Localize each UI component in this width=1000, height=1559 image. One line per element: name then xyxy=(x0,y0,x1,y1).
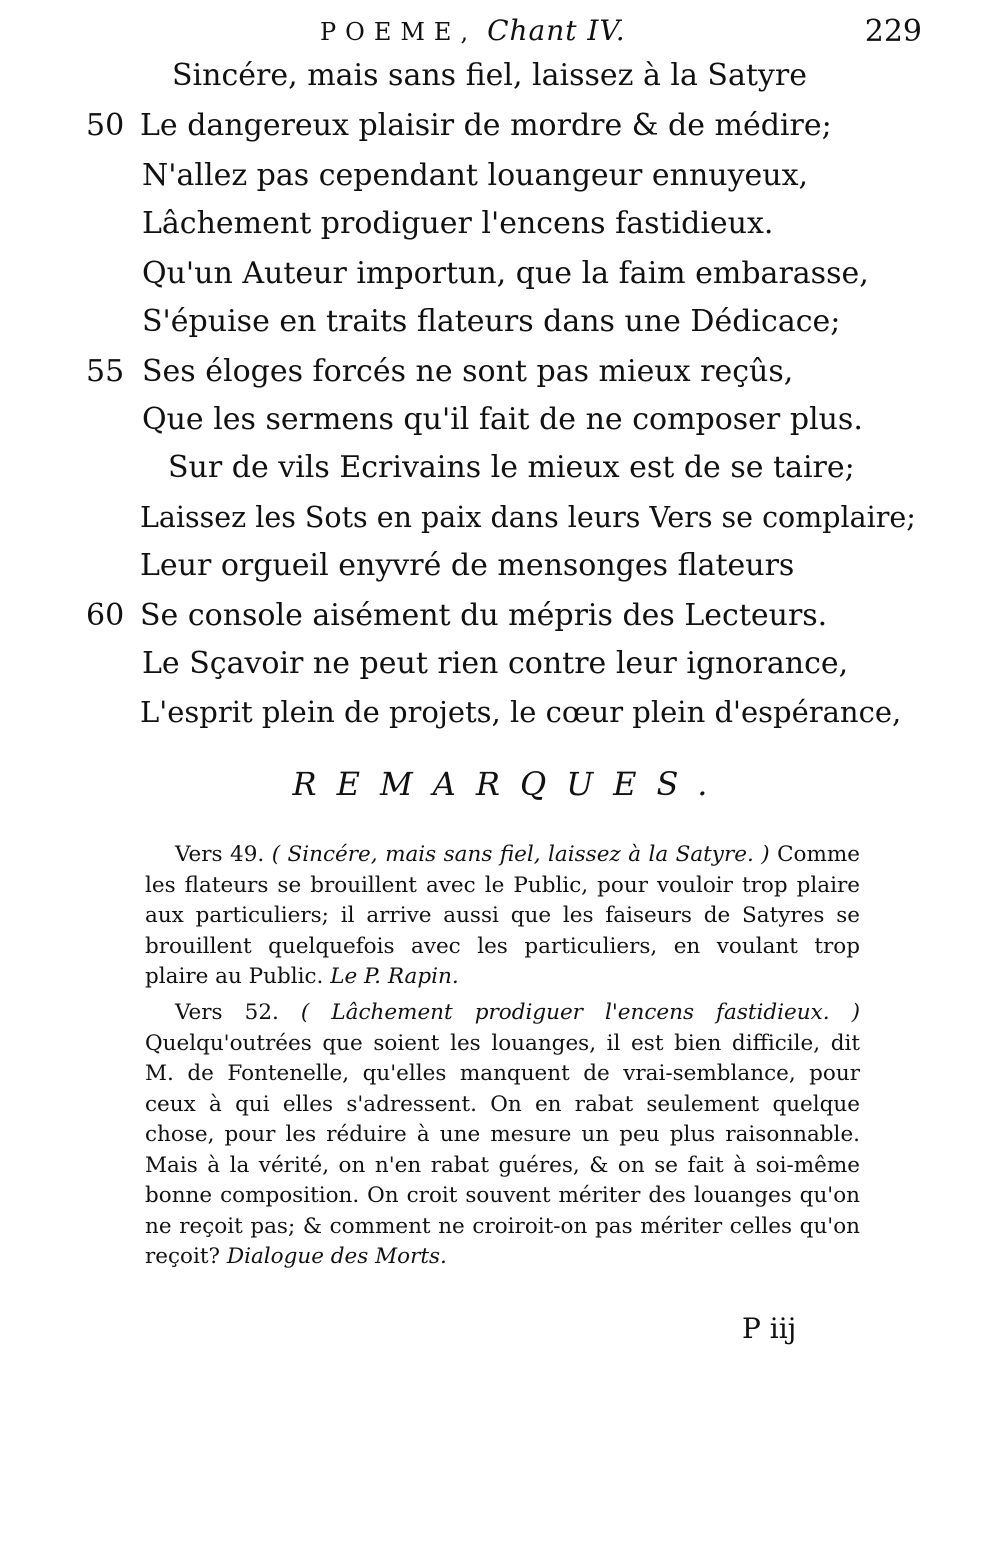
verse-text: Se console aisément du mépris des Lecteurs. xyxy=(140,598,828,633)
verse-text: Ses éloges forcés ne sont pas mieux reçûs, xyxy=(142,354,794,389)
verse-text: Qu'un Auteur importun, que la faim embarasse, xyxy=(142,256,869,291)
note-quote: ( Lâchement prodiguer l'encens fastidieux. ) xyxy=(300,1000,860,1025)
note-ref: Vers 52. xyxy=(175,1000,279,1025)
page-number: 229 xyxy=(864,14,922,49)
verse-text: N'allez pas cependant louangeur ennuyeux, xyxy=(142,158,809,193)
verse-line xyxy=(0,396,1000,444)
verse-line xyxy=(0,494,1000,542)
signature-mark: P iij xyxy=(742,1312,797,1345)
verse-text: Que les sermens qu'il fait de ne composer plus. xyxy=(142,402,863,437)
note-vers-52 xyxy=(145,998,860,1273)
running-head xyxy=(0,14,1000,54)
running-title-chant: Chant IV. xyxy=(487,14,626,47)
verse-line xyxy=(0,592,1000,640)
verse-line xyxy=(0,52,1000,100)
verse-text: Le Sçavoir ne peut rien contre leur ignorance, xyxy=(142,646,849,681)
verse-number: 55 xyxy=(86,354,125,389)
note-vers-49 xyxy=(145,840,860,993)
running-title xyxy=(320,14,626,47)
verse-line xyxy=(0,348,1000,396)
running-title-poeme: POEME, xyxy=(320,18,478,46)
verse-line xyxy=(0,640,1000,688)
verse-number: 60 xyxy=(86,598,125,633)
verse-text: L'esprit plein de projets, le cœur plein d'espérance, xyxy=(140,695,902,729)
note-body: Comme les flateurs se brouillent avec le Public, pour vouloir trop plaire aux particuliers; il arrive aussi que les faiseurs de Satyres se brouillent quelquefois avec les particuliers, en voulant trop plaire au Public. xyxy=(145,842,861,989)
verse-text: S'épuise en traits flateurs dans une Dédicace; xyxy=(142,304,841,339)
note-source: Le P. Rapin. xyxy=(330,964,459,989)
verse-line xyxy=(0,200,1000,248)
verse-text: Laissez les Sots en paix dans leurs Vers se complaire; xyxy=(140,501,916,534)
verse-line xyxy=(0,102,1000,150)
verse-line xyxy=(0,542,1000,590)
verse-text: Le dangereux plaisir de mordre & de médire; xyxy=(140,108,832,143)
remarques-heading: REMARQUES. xyxy=(292,765,728,803)
verse-text: Lâchement prodiguer l'encens fastidieux. xyxy=(142,206,774,241)
note-source: Dialogue des Morts. xyxy=(226,1244,447,1269)
verse-text: Leur orgueil enyvré de mensonges flateurs xyxy=(140,548,795,583)
verse-line xyxy=(0,688,1000,736)
note-quote: ( Sincére, mais sans fiel, laissez à la Satyre. ) xyxy=(271,842,770,867)
verse-line xyxy=(0,444,1000,492)
verse-number: 50 xyxy=(86,108,125,143)
note-body: Quelqu'outrées que soient les louanges, il est bien difficile, dit M. de Fontenelle, qu'elles manquent de vrai-semblance, pour ceux à qui elles s'adressent. On en rabat seulement quelque chose, pour les réduire à une mesure un peu plus raisonnable. Mais à la vérité, on n'en rabat guéres, & on se fait à soi-même bonne composition. On croit souvent mériter des louanges qu'on ne reçoit pas; & comment ne croiroit-on pas mériter celles qu'on reçoit? xyxy=(145,1030,860,1269)
verse-line xyxy=(0,152,1000,200)
verse-text: Sur de vils Ecrivains le mieux est de se taire; xyxy=(168,450,855,485)
verse-line xyxy=(0,250,1000,298)
verse-text: Sincére, mais sans fiel, laissez à la Satyre xyxy=(172,58,807,93)
note-ref: Vers 49. xyxy=(175,842,265,867)
verse-line xyxy=(0,298,1000,346)
